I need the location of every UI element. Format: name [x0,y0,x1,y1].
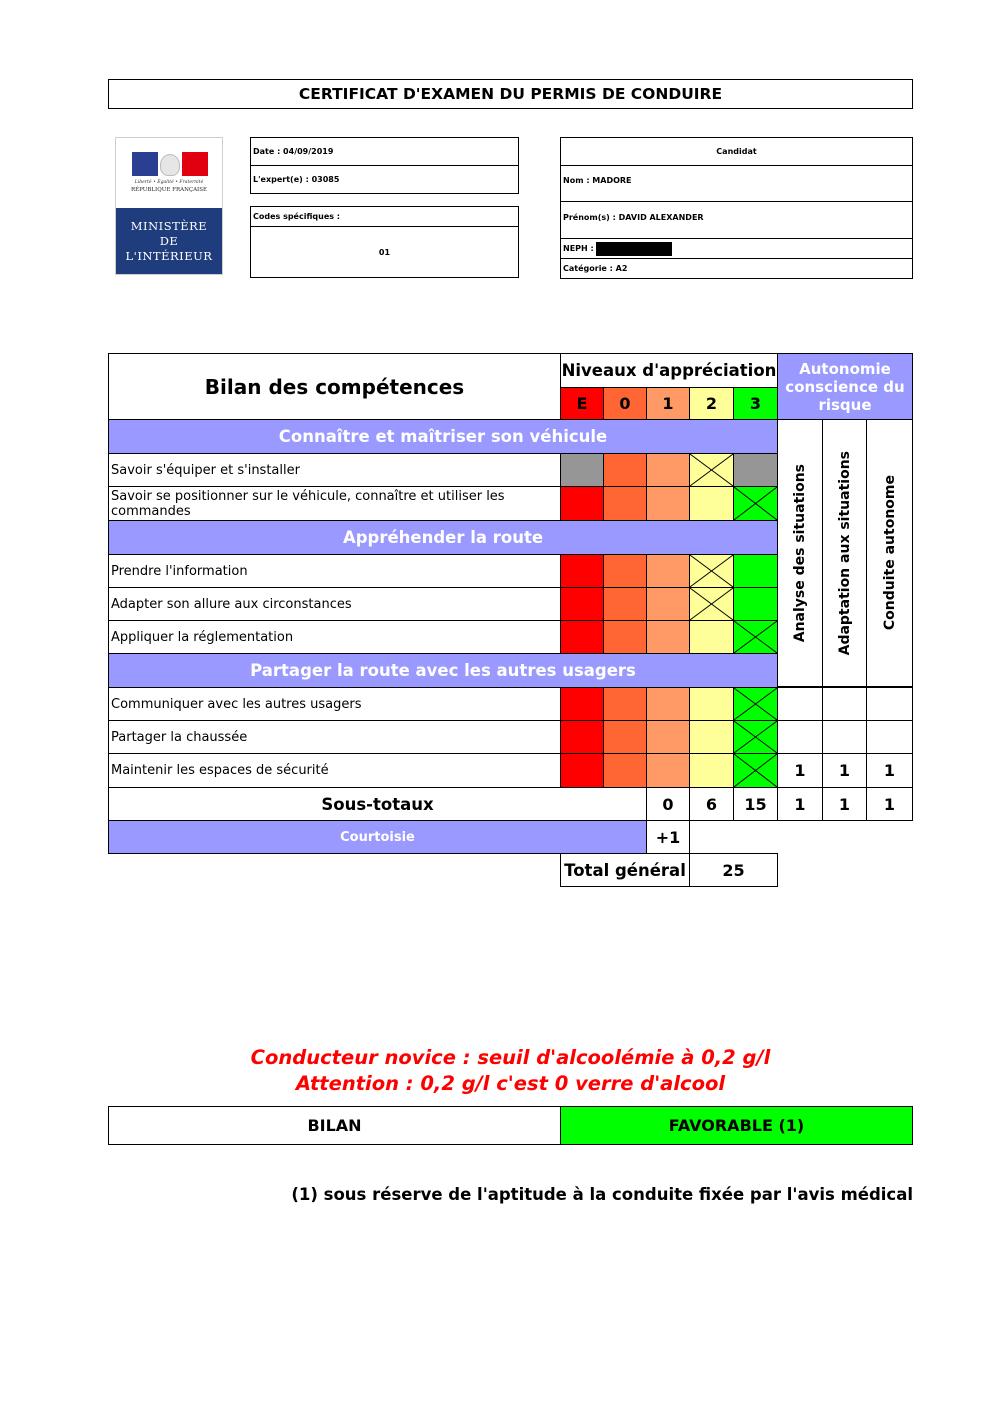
row-label-equiper: Savoir s'équiper et s'installer [108,453,561,487]
document-title: CERTIFICAT D'EXAMEN DU PERMIS DE CONDUIRE [108,79,913,109]
cell-red [560,620,604,654]
candidate-neph: NEPH : [560,238,913,259]
autonomy-col-conduite: Conduite autonome [866,419,913,687]
neph-redaction [596,242,672,256]
candidate-prenom: Prénom(s) : DAVID ALEXANDER [560,201,913,239]
total-label: Total général [560,853,690,887]
autonomy-value-analyse: 1 [777,753,823,788]
section-vehicule: Connaître et maîtriser son véhicule [108,419,778,454]
autonomie-header: Autonomie conscience du risque [777,353,913,420]
row-label-chaussee: Partager la chaussée [108,720,561,754]
cell-yellow [689,620,734,654]
cell-orange [603,720,647,754]
cell-green-checked [733,486,778,521]
warning-line2: Attention : 0,2 g/l c'est 0 verre d'alcool [295,1072,726,1095]
cell-green [733,554,778,588]
autonomy-col-analyse: Analyse des situations [777,419,823,687]
cell-green-checked [733,753,778,788]
logo-line2: DE [159,233,179,248]
bilan-result: FAVORABLE (1) [560,1106,913,1145]
codes-value: 01 [250,226,519,278]
logo-line1: MINISTÈRE [130,218,208,233]
autonomy-value-adaptation: 1 [822,753,867,788]
cell-red [560,554,604,588]
warning-line1: Conducteur novice : seuil d'alcoolémie à 0,2 g/l [250,1046,771,1069]
cell-orange [603,620,647,654]
section-partager: Partager la route avec les autres usagers [108,653,778,688]
row-label-reglementation: Appliquer la réglementation [108,620,561,654]
cell-yellow-checked [689,587,734,621]
autonomy-empty [866,720,913,754]
cell-green-checked [733,687,778,721]
cell-orange [603,554,647,588]
exam-date: Date : 04/09/2019 [250,137,519,166]
cell-salmon [646,587,690,621]
courtoisie-label: Courtoisie [108,820,647,854]
autonomy-empty [777,687,823,721]
cell-orange [603,453,647,487]
logo-devise: Liberté • Égalité • Fraternité [134,180,204,185]
cell-salmon [646,453,690,487]
level-2: 2 [689,387,734,420]
bilan-label: BILAN [108,1106,561,1145]
cell-yellow-checked [689,554,734,588]
cell-salmon [646,720,690,754]
row-label-espaces: Maintenir les espaces de sécurité [108,753,561,788]
level-e: E [560,387,604,420]
footnote: (1) sous réserve de l'aptitude à la conduite fixée par l'avis médical [291,1185,913,1204]
cell-yellow-checked [689,453,734,487]
row-label-allure: Adapter son allure aux circonstances [108,587,561,621]
sous-totaux-label: Sous-totaux [108,787,647,821]
sous-total-2: 6 [689,787,734,821]
cell-green-checked [733,720,778,754]
marianne-icon [160,154,180,176]
cell-red [560,687,604,721]
logo-line3: L'INTÉRIEUR [125,248,213,263]
autonomy-empty [777,720,823,754]
cell-yellow [689,753,734,788]
cell-red [560,587,604,621]
ministere-logo [115,137,223,275]
cell-orange [603,587,647,621]
candidate-categorie: Catégorie : A2 [560,258,913,279]
section-route: Appréhender la route [108,520,778,555]
sous-total-analyse: 1 [777,787,823,821]
cell-salmon [646,486,690,521]
cell-orange [603,753,647,788]
cell-red [560,720,604,754]
cell-salmon [646,687,690,721]
sous-total-3: 15 [733,787,778,821]
cell-yellow [689,687,734,721]
row-label-positionner: Savoir se positionner sur le véhicule, connaître et utiliser les commandes [108,486,561,521]
cell-green [733,587,778,621]
cell-salmon [646,620,690,654]
courtoisie-value: +1 [646,820,690,854]
level-3: 3 [733,387,778,420]
cell-salmon [646,753,690,788]
cell-salmon [646,554,690,588]
autonomy-empty [822,720,867,754]
cell-grey [733,453,778,487]
niveaux-header: Niveaux d'appréciation [560,353,778,388]
cell-orange [603,486,647,521]
cell-red [560,486,604,521]
autonomy-empty [822,687,867,721]
sous-total-1: 0 [646,787,690,821]
cell-red [560,753,604,788]
cell-yellow [689,720,734,754]
sous-total-conduite: 1 [866,787,913,821]
cell-yellow [689,486,734,521]
total-value: 25 [689,853,778,887]
logo-republique: RÉPUBLIQUE FRANÇAISE [130,187,208,193]
candidate-nom: Nom : MADORE [560,165,913,202]
cell-green-checked [733,620,778,654]
row-label-communiquer: Communiquer avec les autres usagers [108,687,561,721]
codes-label: Codes spécifiques : [250,206,519,227]
candidate-header: Candidat [560,137,913,166]
autonomy-empty [866,687,913,721]
cell-grey [560,453,604,487]
exam-expert: L'expert(e) : 03085 [250,165,519,194]
level-0: 0 [603,387,647,420]
grid-bilan-header: Bilan des compétences [108,353,561,420]
level-1: 1 [646,387,690,420]
autonomy-col-adaptation: Adaptation aux situations [822,419,867,687]
row-label-information: Prendre l'information [108,554,561,588]
cell-orange [603,687,647,721]
autonomy-value-conduite: 1 [866,753,913,788]
sous-total-adaptation: 1 [822,787,867,821]
